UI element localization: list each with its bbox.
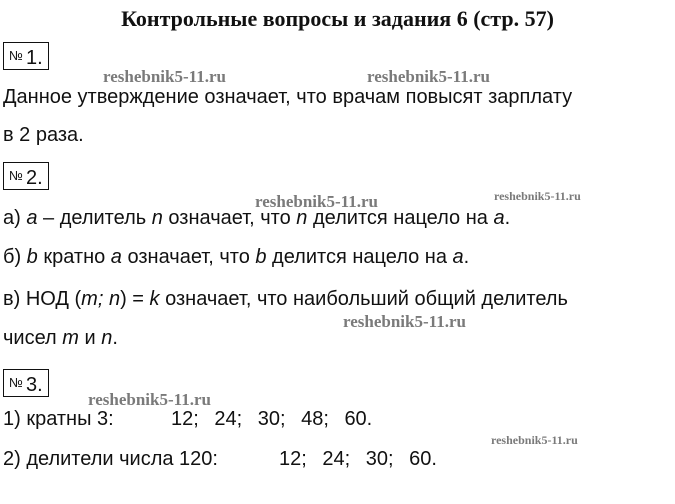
text-part: – делитель — [37, 207, 152, 229]
text-part: . — [463, 246, 470, 268]
number-sign: № — [9, 375, 23, 390]
answer-line-d — [3, 326, 118, 350]
text-part: делится нацело на — [266, 246, 453, 268]
variable: m; n — [81, 288, 121, 310]
watermark: reshebnik5-11.ru — [494, 189, 581, 203]
task-number-badge-2 — [3, 162, 49, 190]
answer-line-b — [3, 245, 469, 269]
task-number: 1. — [25, 47, 43, 69]
watermark: reshebnik5-11.ru — [103, 67, 226, 86]
text-part: ) = — [120, 288, 150, 310]
variable: a — [452, 246, 464, 268]
task-number: 3. — [25, 374, 43, 396]
task-number-badge-1 — [3, 42, 49, 70]
list-label: 1) кратны 3: — [3, 408, 114, 430]
text-part: . — [504, 207, 511, 229]
number-sign: № — [9, 168, 23, 183]
answer-line-c — [3, 287, 568, 311]
page-title: Контрольные вопросы и задания 6 (стр. 57) — [121, 6, 554, 31]
variable: n — [101, 327, 113, 349]
answer-line-2: в 2 раза. — [3, 124, 84, 146]
watermark: reshebnik5-11.ru — [88, 390, 211, 409]
variable: n — [151, 207, 163, 229]
watermark: reshebnik5-11.ru — [343, 312, 466, 331]
variable: n — [296, 207, 308, 229]
variable: a — [493, 207, 505, 229]
task-number-badge-3 — [3, 369, 49, 397]
text-part: чисел — [3, 327, 63, 349]
variable: b — [255, 246, 267, 268]
list-label: 2) делители числа 120: — [3, 448, 218, 470]
text-part: означает, что наибольший общий делитель — [159, 288, 568, 310]
text-part: кратно — [37, 246, 111, 268]
text-part: означает, что — [121, 246, 256, 268]
list-values: 12; 24; 30; 48; 60. — [171, 408, 373, 430]
task-number: 2. — [25, 167, 43, 189]
text-part: б) — [3, 246, 27, 268]
variable: m — [62, 327, 79, 349]
text-part: и — [78, 327, 102, 349]
answer-line-a — [3, 206, 510, 230]
watermark: reshebnik5-11.ru — [491, 433, 578, 447]
variable: k — [149, 288, 160, 310]
text-part: делится нацело на — [307, 207, 494, 229]
variable: a — [110, 246, 122, 268]
text-part: означает, что — [162, 207, 297, 229]
answer-line-2 — [3, 447, 437, 471]
text-part: . — [112, 327, 118, 349]
list-values: 12; 24; 30; 60. — [279, 448, 437, 470]
answer-line-1: Данное утверждение означает, что врачам повысят зарплату — [3, 86, 573, 108]
variable: b — [26, 246, 38, 268]
text-part: а) — [3, 207, 27, 229]
number-sign: № — [9, 48, 23, 63]
answer-line-1 — [3, 407, 373, 431]
variable: a — [26, 207, 38, 229]
watermark: reshebnik5-11.ru — [255, 192, 378, 211]
watermark: reshebnik5-11.ru — [367, 67, 490, 86]
text-part: в) НОД ( — [3, 288, 82, 310]
